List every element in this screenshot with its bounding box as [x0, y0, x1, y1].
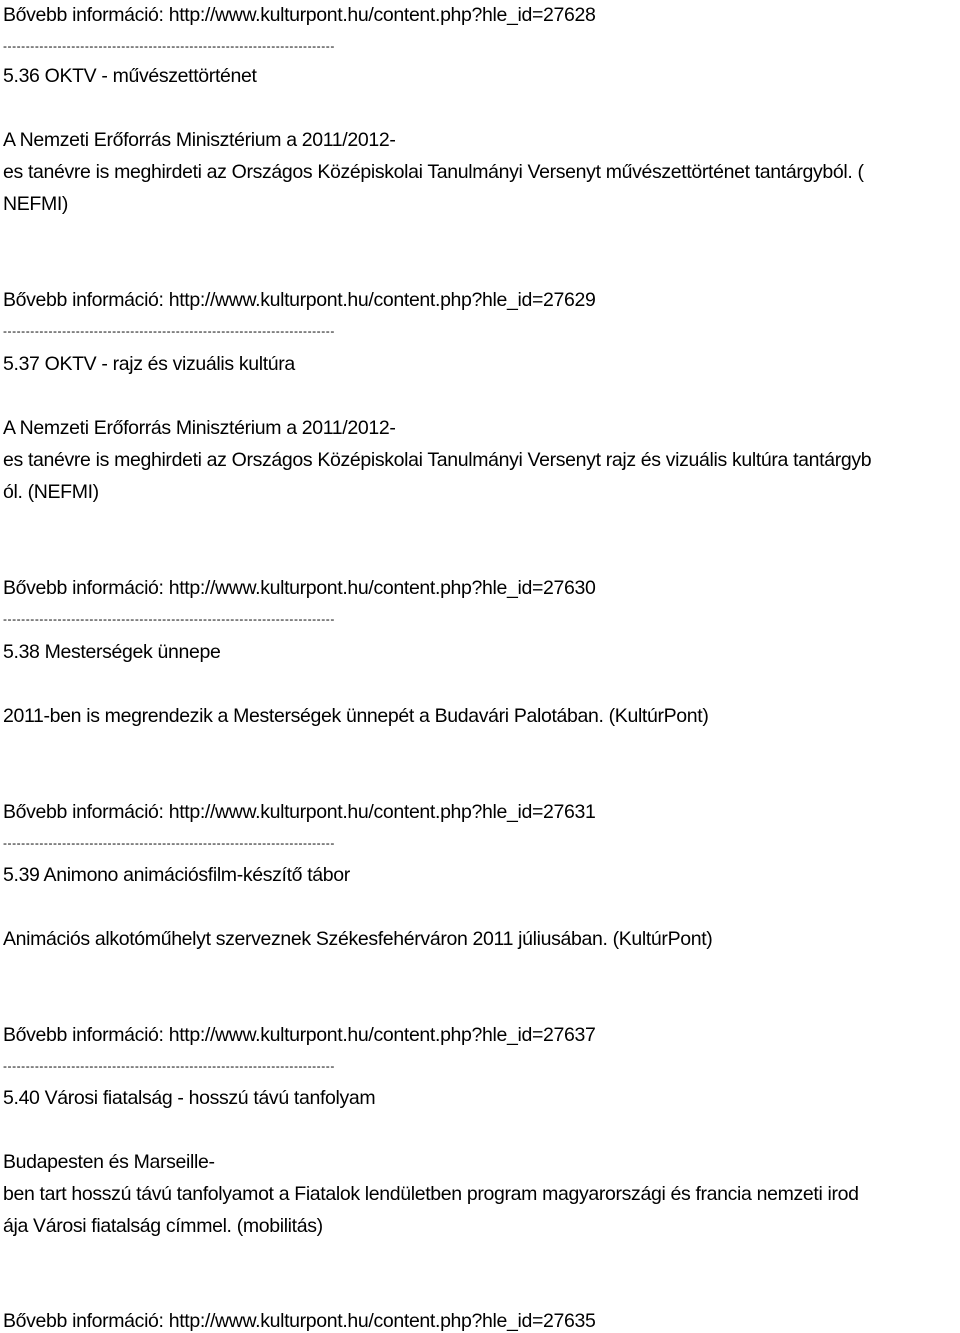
entry-body-line: A Nemzeti Erőforrás Minisztérium a 2011/2012-	[3, 417, 396, 439]
more-info-link[interactable]: http://www.kulturpont.hu/content.php?hle_id=27629	[168, 289, 596, 311]
entry-body-line: ben tart hosszú távú tanfolyamot a Fiatalok lendületben program magyarországi és francia nemzeti irod	[3, 1183, 859, 1205]
entry-body-line: es tanévre is meghirdeti az Országos Középiskolai Tanulmányi Versenyt művészettörténet tantárgyból. (	[3, 161, 864, 183]
entry-body-line: 2011-ben is megrendezik a Mesterségek ünnepét a Budavári Palotában. (KultúrPont)	[3, 705, 709, 727]
entry-body-line: Budapesten és Marseille-	[3, 1151, 215, 1173]
entry-body-line: ája Városi fiatalság címmel. (mobilitás)	[3, 1215, 323, 1237]
more-info-line	[3, 800, 596, 824]
more-info-line	[3, 288, 596, 312]
more-info-label: Bővebb információ:	[3, 289, 169, 311]
more-info-line	[3, 3, 596, 27]
more-info-label: Bővebb információ:	[3, 801, 169, 823]
separator-line: -------------------------------------------------------------------------	[3, 324, 335, 338]
more-info-label: Bővebb információ:	[3, 1310, 169, 1332]
separator-line: -------------------------------------------------------------------------	[3, 39, 335, 53]
entry-body-line: ól. (NEFMI)	[3, 481, 99, 503]
entry-body-line: A Nemzeti Erőforrás Minisztérium a 2011/2012-	[3, 129, 396, 151]
entry-heading: 5.36 OKTV - művészettörténet	[3, 65, 257, 87]
more-info-label: Bővebb információ:	[3, 4, 169, 26]
more-info-line	[3, 1023, 596, 1047]
entry-body-line: es tanévre is meghirdeti az Országos Középiskolai Tanulmányi Versenyt rajz és vizuális kultúra tantárgyb	[3, 449, 872, 471]
more-info-link[interactable]: http://www.kulturpont.hu/content.php?hle_id=27630	[168, 577, 596, 599]
entry-heading: 5.40 Városi fiatalság - hosszú távú tanfolyam	[3, 1087, 376, 1109]
entry-heading: 5.38 Mesterségek ünnepe	[3, 641, 221, 663]
more-info-link[interactable]: http://www.kulturpont.hu/content.php?hle_id=27628	[168, 4, 596, 26]
more-info-line	[3, 1309, 596, 1333]
separator-line: -------------------------------------------------------------------------	[3, 1059, 335, 1073]
more-info-line	[3, 576, 596, 600]
more-info-label: Bővebb információ:	[3, 577, 169, 599]
entry-body-line: NEFMI)	[3, 193, 69, 215]
more-info-link[interactable]: http://www.kulturpont.hu/content.php?hle_id=27635	[168, 1310, 596, 1332]
more-info-link[interactable]: http://www.kulturpont.hu/content.php?hle_id=27631	[168, 801, 596, 823]
more-info-link[interactable]: http://www.kulturpont.hu/content.php?hle_id=27637	[168, 1024, 596, 1046]
more-info-label: Bővebb információ:	[3, 1024, 169, 1046]
entry-heading: 5.39 Animono animációsfilm-készítő tábor	[3, 864, 350, 886]
separator-line: -------------------------------------------------------------------------	[3, 836, 335, 850]
separator-line: -------------------------------------------------------------------------	[3, 612, 335, 626]
entry-body-line: Animációs alkotóműhelyt szerveznek Székesfehérváron 2011 júliusában. (KultúrPont)	[3, 928, 713, 950]
entry-heading: 5.37 OKTV - rajz és vizuális kultúra	[3, 353, 295, 375]
